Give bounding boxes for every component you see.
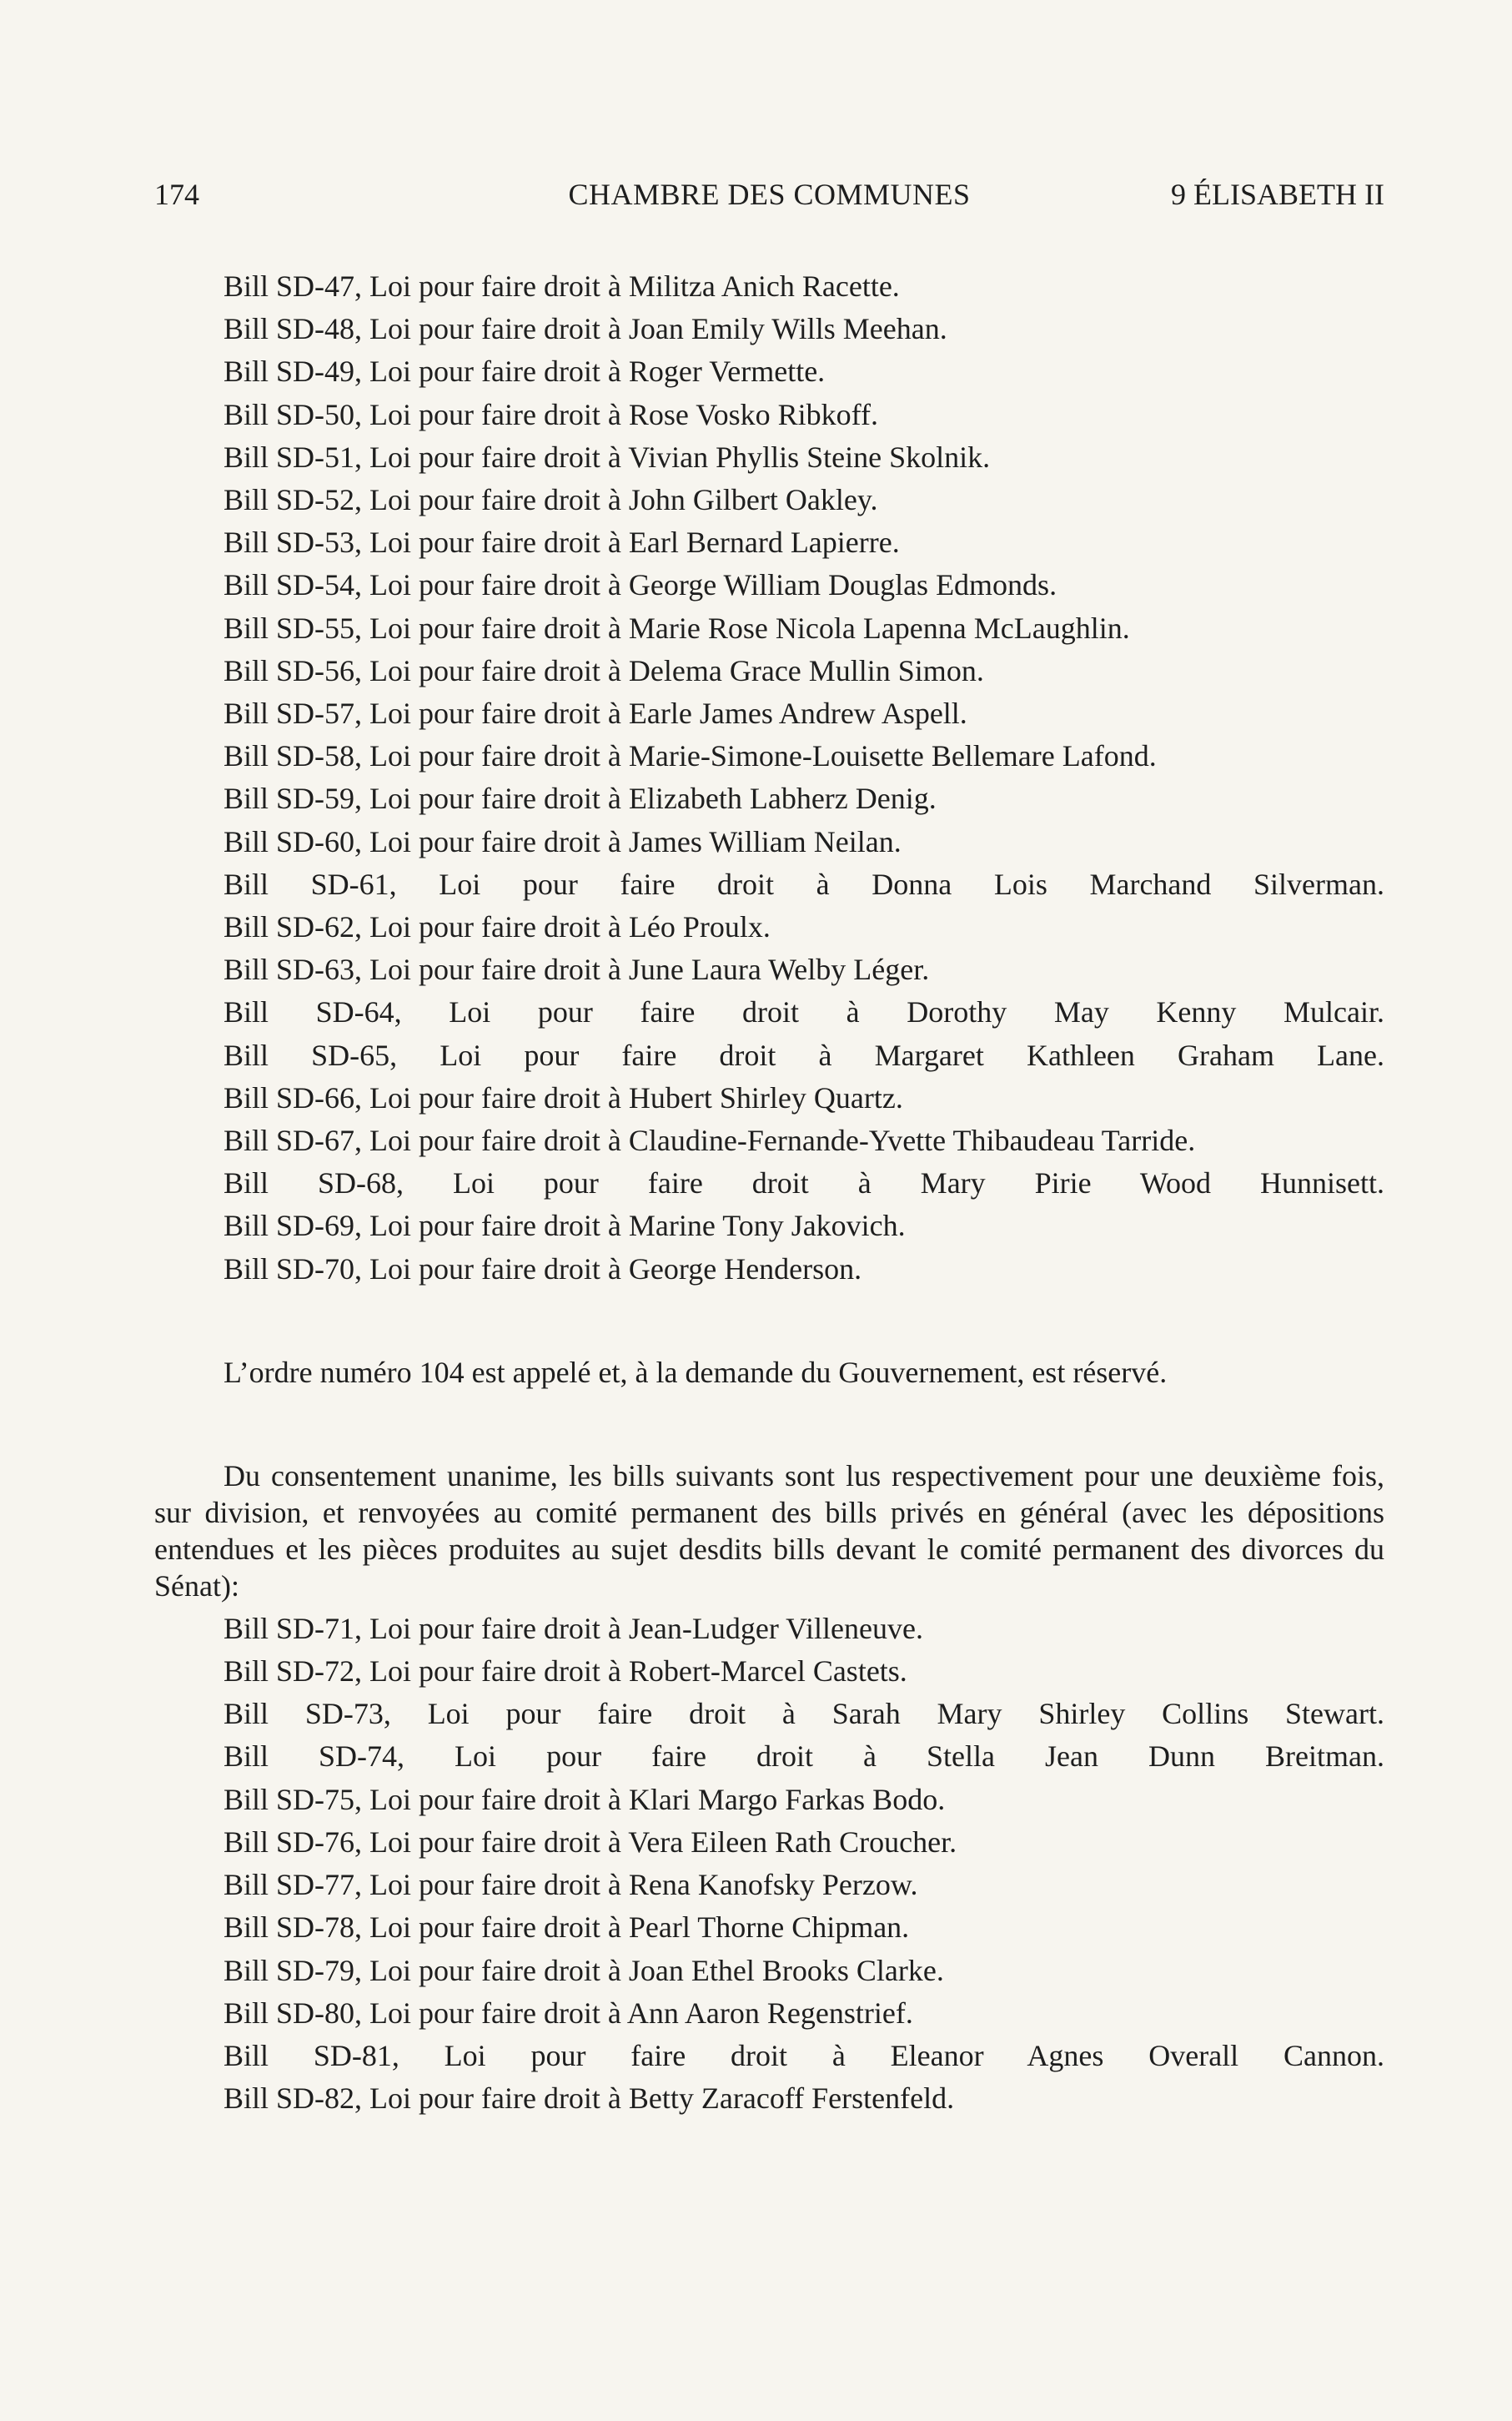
bill-entry: Bill SD-47, Loi pour faire droit à Militza Anich Racette. bbox=[224, 269, 900, 303]
bill-entry: Bill SD-58, Loi pour faire droit à Marie-Simone-Louisette Bellemare Lafond. bbox=[224, 739, 1157, 773]
bill-entry: Bill SD-48, Loi pour faire droit à Joan Emily Wills Meehan. bbox=[224, 312, 947, 346]
bill-entry: Bill SD-49, Loi pour faire droit à Roger Vermette. bbox=[224, 355, 826, 389]
bill-entry: Bill SD-56, Loi pour faire droit à Delema Grace Mullin Simon. bbox=[224, 653, 984, 687]
page-body bbox=[154, 265, 1384, 2120]
bill-entry: Bill SD-76, Loi pour faire droit à Vera Eileen Rath Croucher. bbox=[224, 1825, 957, 1859]
bill-entry: Bill SD-75, Loi pour faire droit à Klari Margo Farkas Bodo. bbox=[224, 1782, 946, 1816]
bill-entry: Bill SD-66, Loi pour faire droit à Hubert Shirley Quartz. bbox=[224, 1080, 903, 1115]
bill-entry: Bill SD-51, Loi pour faire droit à Vivian Phyllis Steine Skolnik. bbox=[224, 440, 991, 474]
bill-entry: Bill SD-78, Loi pour faire droit à Pearl Thorne Chipman. bbox=[224, 1910, 910, 1945]
bill-entry: Bill SD-54, Loi pour faire droit à George William Douglas Edmonds. bbox=[224, 568, 1057, 602]
bill-entry: Bill SD-69, Loi pour faire droit à Marine Tony Jakovich. bbox=[224, 1209, 906, 1243]
bill-entry: Bill SD-68, Loi pour faire droit à Mary Pirie Wood Hunnisett. bbox=[224, 1166, 1384, 1200]
bill-entry: Bill SD-59, Loi pour faire droit à Elizabeth Labherz Denig. bbox=[224, 782, 937, 816]
bill-entry: Bill SD-50, Loi pour faire droit à Rose Vosko Ribkoff. bbox=[224, 397, 878, 431]
regnal-year: 9 ÉLISABETH II bbox=[1171, 178, 1384, 211]
bill-list-first bbox=[154, 265, 1384, 1291]
bill-entry: Bill SD-73, Loi pour faire droit à Sarah Mary Shirley Collins Stewart. bbox=[224, 1697, 1384, 1731]
page-number: 174 bbox=[154, 178, 199, 211]
page-title: CHAMBRE DES COMMUNES bbox=[568, 178, 971, 211]
bill-entry: Bill SD-60, Loi pour faire droit à James William Neilan. bbox=[224, 824, 902, 858]
bill-entry: Bill SD-72, Loi pour faire droit à Robert-Marcel Castets. bbox=[224, 1654, 907, 1689]
bill-entry: Bill SD-64, Loi pour faire droit à Dorothy May Kenny Mulcair. bbox=[224, 995, 1384, 1029]
bill-entry: Bill SD-71, Loi pour faire droit à Jean-Ludger Villeneuve. bbox=[224, 1611, 923, 1645]
bill-entry: Bill SD-61, Loi pour faire droit à Donna Lois Marchand Silverman. bbox=[224, 867, 1384, 901]
bill-entry: Bill SD-63, Loi pour faire droit à June Laura Welby Léger. bbox=[224, 953, 930, 987]
bill-entry: Bill SD-52, Loi pour faire droit à John Gilbert Oakley. bbox=[224, 483, 878, 517]
bill-entry: Bill SD-80, Loi pour faire droit à Ann Aaron Regenstrief. bbox=[224, 1996, 913, 2030]
bill-entry: Bill SD-82, Loi pour faire droit à Betty Zaracoff Ferstenfeld. bbox=[224, 2081, 955, 2116]
bill-entry: Bill SD-53, Loi pour faire droit à Earl Bernard Lapierre. bbox=[224, 526, 900, 560]
bill-entry: Bill SD-79, Loi pour faire droit à Joan Ethel Brooks Clarke. bbox=[224, 1953, 944, 1987]
bill-list-second bbox=[154, 1608, 1384, 2120]
bill-entry: Bill SD-74, Loi pour faire droit à Stella Jean Dunn Breitman. bbox=[224, 1739, 1384, 1774]
bill-entry: Bill SD-70, Loi pour faire droit à George Henderson. bbox=[224, 1251, 862, 1286]
order-reserved-paragraph: L’ordre numéro 104 est appelé et, à la demande du Gouvernement, est réservé. bbox=[224, 1355, 1168, 1389]
bill-entry: Bill SD-57, Loi pour faire droit à Earle James Andrew Aspell. bbox=[224, 697, 967, 731]
bill-entry: Bill SD-62, Loi pour faire droit à Léo Proulx. bbox=[224, 910, 771, 944]
page-header bbox=[154, 174, 1384, 215]
bill-entry: Bill SD-67, Loi pour faire droit à Claudine-Fernande-Yvette Thibaudeau Tarride. bbox=[224, 1124, 1196, 1158]
bill-entry: Bill SD-55, Loi pour faire droit à Marie Rose Nicola Lapenna McLaughlin. bbox=[224, 611, 1130, 645]
consent-paragraph: Du consentement unanime, les bills suivants sont lus respectivement pour une deuxième fois, sur division, et renvoyées au comité permanent des bills privés en général (avec les dépositions entendues et les pièces produites au sujet desdits bills devant le comité permanent des divorces du Sénat): bbox=[154, 1458, 1384, 1603]
bill-entry: Bill SD-81, Loi pour faire droit à Eleanor Agnes Overall Cannon. bbox=[224, 2038, 1384, 2072]
bill-entry: Bill SD-65, Loi pour faire droit à Margaret Kathleen Graham Lane. bbox=[224, 1038, 1384, 1072]
bill-entry: Bill SD-77, Loi pour faire droit à Rena Kanofsky Perzow. bbox=[224, 1868, 918, 1902]
